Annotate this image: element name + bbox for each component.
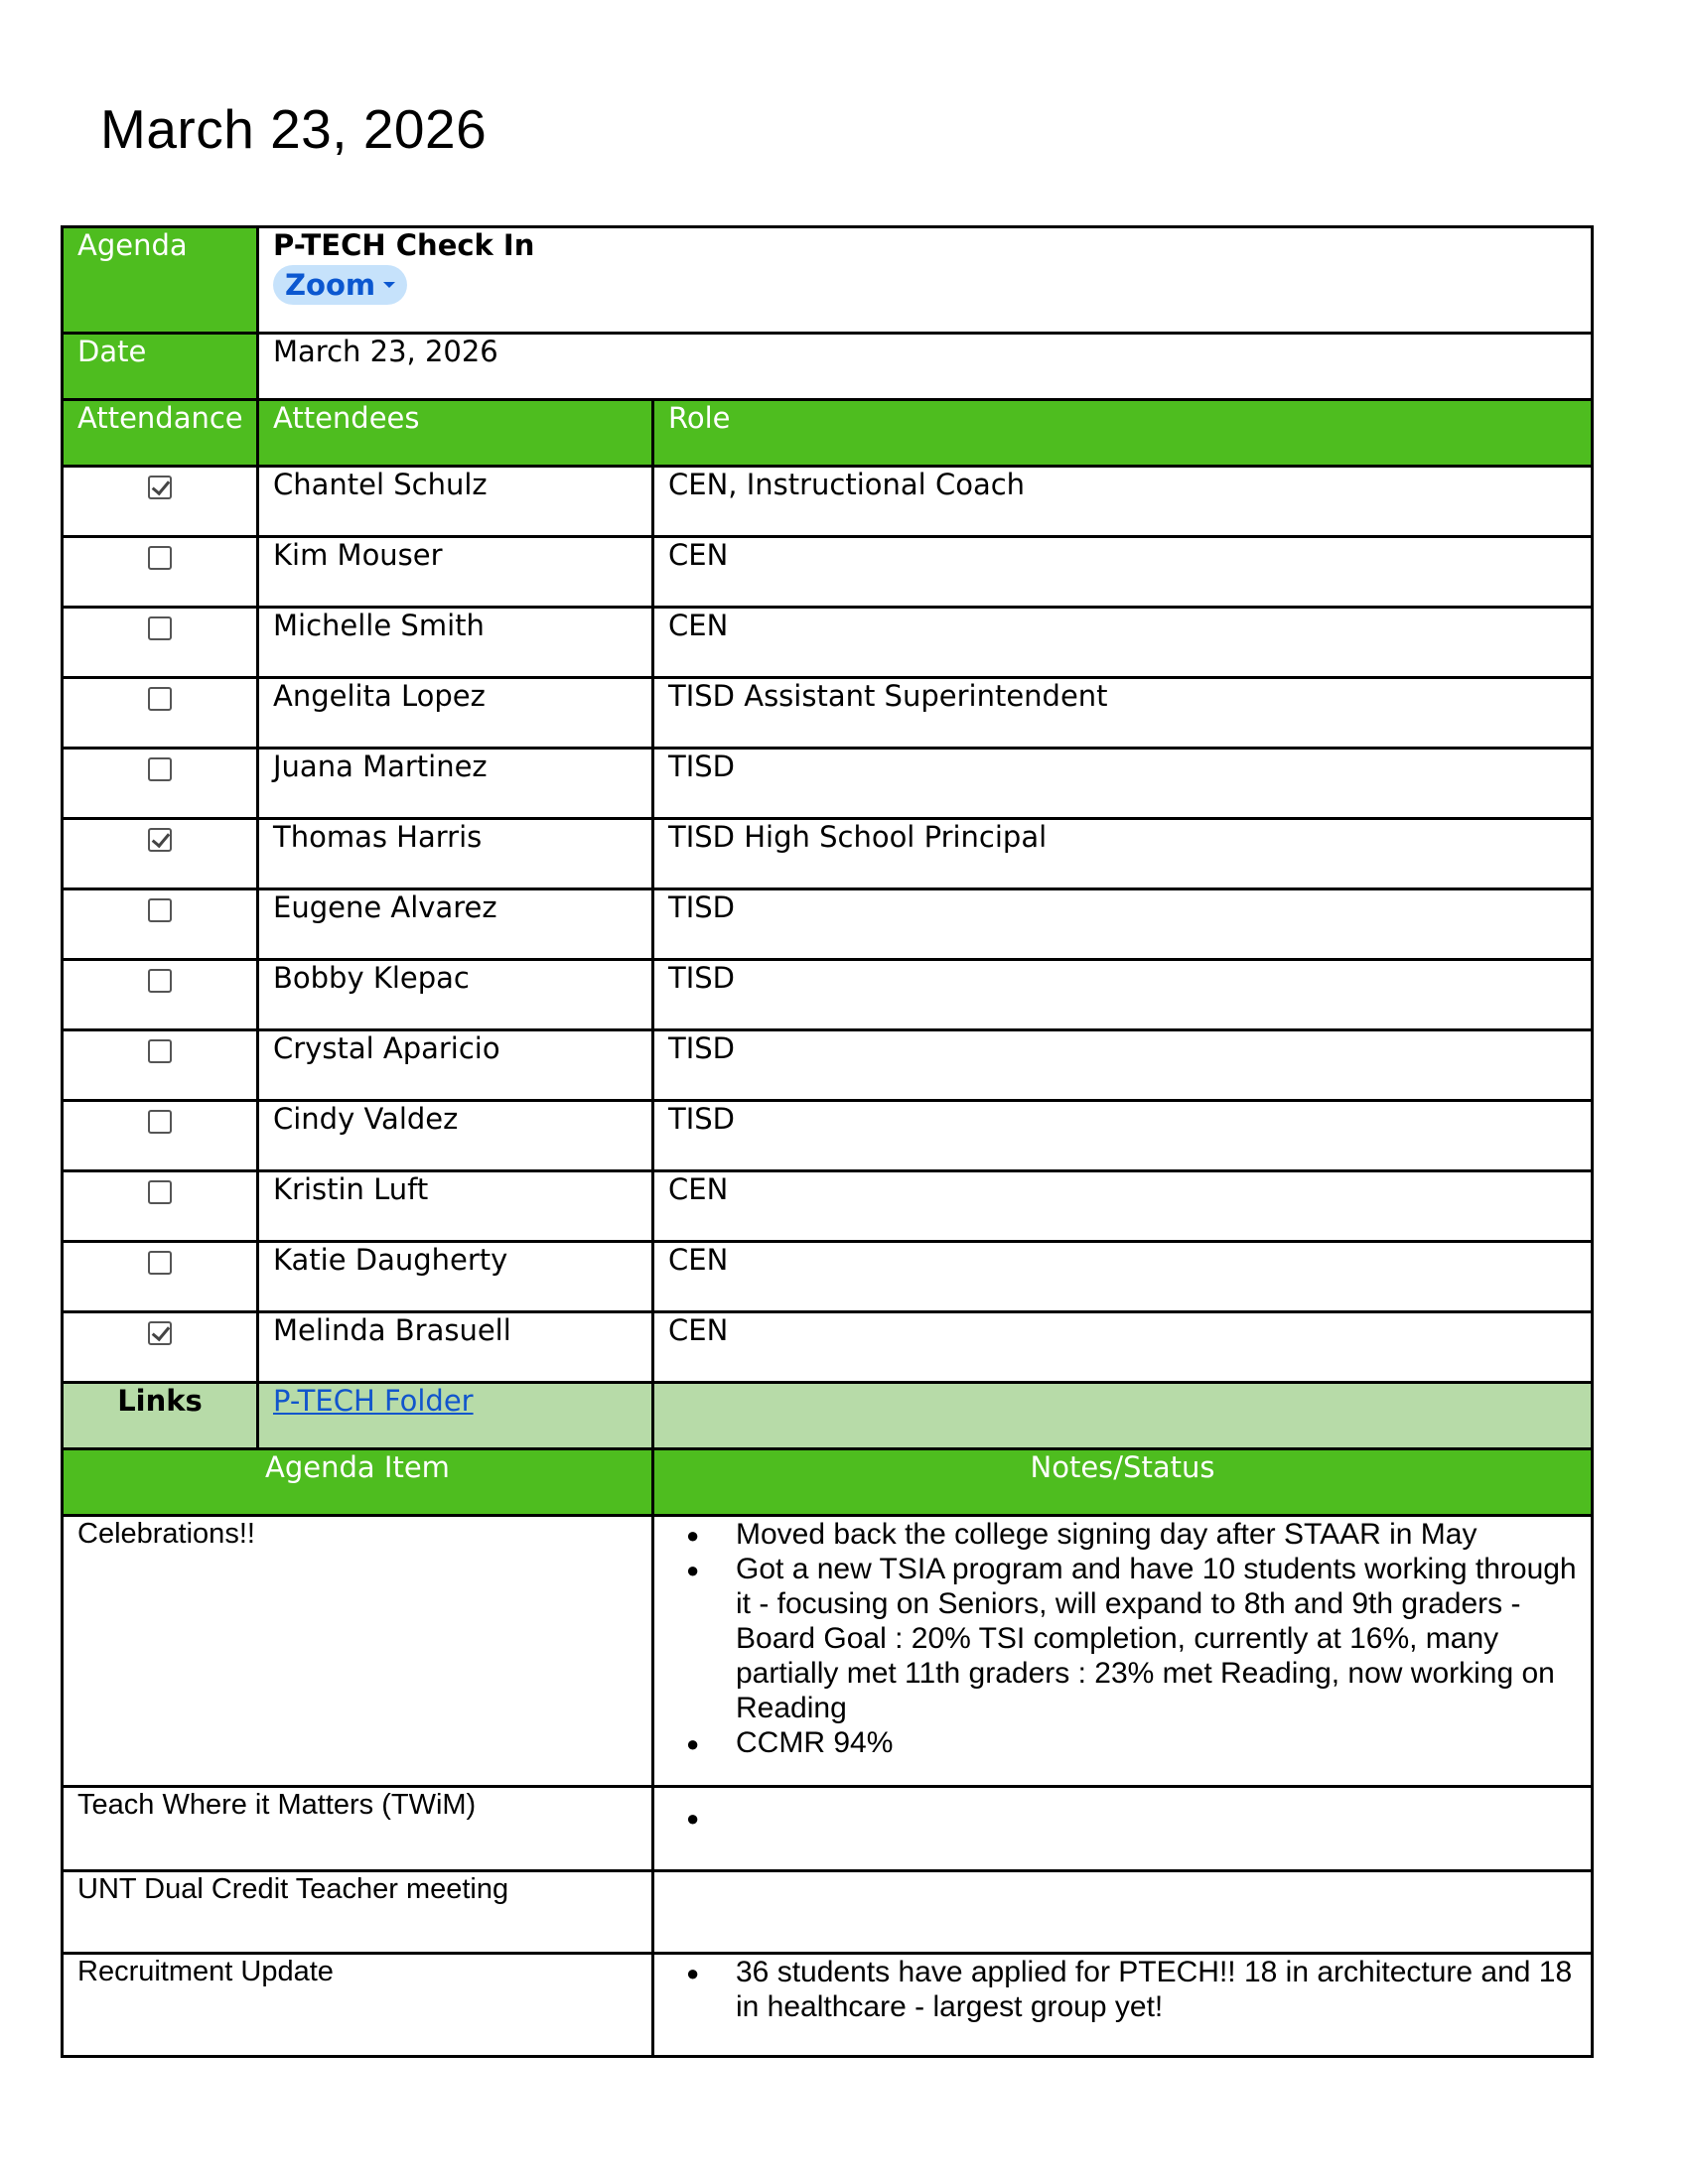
- attendee-name: Michelle Smith: [258, 608, 653, 678]
- links-cell: [258, 1383, 653, 1449]
- role-header: Role: [653, 400, 1593, 467]
- attendee-role: TISD High School Principal: [653, 819, 1593, 889]
- attendee-name: Crystal Aparicio: [258, 1030, 653, 1101]
- attendee-role: TISD: [653, 960, 1593, 1030]
- attendee-row: [63, 749, 1593, 819]
- attendance-checkbox-cell: [63, 1171, 258, 1242]
- attendee-role: CEN, Instructional Coach: [653, 467, 1593, 537]
- date-value: March 23, 2026: [258, 334, 1593, 400]
- attendee-row: [63, 608, 1593, 678]
- attendance-checkbox[interactable]: [148, 687, 172, 711]
- attendance-checkbox-cell: [63, 678, 258, 749]
- attendee-role: TISD Assistant Superintendent: [653, 678, 1593, 749]
- attendee-row: [63, 537, 1593, 608]
- agenda-item-notes: [653, 1871, 1593, 1954]
- attendee-role: TISD: [653, 749, 1593, 819]
- attendee-name: Kristin Luft: [258, 1171, 653, 1242]
- agenda-item-notes: [653, 1516, 1593, 1787]
- attendance-checkbox[interactable]: [148, 1039, 172, 1063]
- attendee-name: Bobby Klepac: [258, 960, 653, 1030]
- agenda-item-row: [63, 1871, 1593, 1954]
- agenda-content: [258, 227, 1593, 334]
- date-label: Date: [63, 334, 258, 400]
- attendee-row: [63, 819, 1593, 889]
- attendance-checkbox-cell: [63, 1101, 258, 1171]
- attendee-name: Melinda Brasuell: [258, 1312, 653, 1383]
- attendee-name: Cindy Valdez: [258, 1101, 653, 1171]
- agenda-item-notes: [653, 1787, 1593, 1871]
- attendee-role: TISD: [653, 1030, 1593, 1101]
- agenda-item-title: Recruitment Update: [63, 1954, 653, 2057]
- attendees-header: Attendees: [258, 400, 653, 467]
- attendee-row: [63, 1171, 1593, 1242]
- attendee-name: Eugene Alvarez: [258, 889, 653, 960]
- attendance-checkbox-cell: [63, 960, 258, 1030]
- attendee-role: CEN: [653, 1312, 1593, 1383]
- attendance-checkbox-cell: [63, 1030, 258, 1101]
- links-label: Links: [63, 1383, 258, 1449]
- attendee-row: [63, 1030, 1593, 1101]
- notes-list: [668, 1955, 1577, 2024]
- zoom-chip-label: Zoom: [285, 267, 376, 302]
- attendee-role: CEN: [653, 537, 1593, 608]
- attendee-row: [63, 1242, 1593, 1312]
- note-item: ● 36 students have applied for PTECH!! 18 in architecture and 18 in healthcare - largest group yet!: [736, 1955, 1577, 2024]
- attendee-row: [63, 960, 1593, 1030]
- attendee-name: Kim Mouser: [258, 537, 653, 608]
- agenda-title: P-TECH Check In: [273, 228, 535, 262]
- zoom-chip[interactable]: [273, 265, 407, 305]
- attendee-name: Chantel Schulz: [258, 467, 653, 537]
- attendance-checkbox-cell: [63, 467, 258, 537]
- agenda-item-row: [63, 1787, 1593, 1871]
- ptech-folder-link[interactable]: P-TECH Folder: [273, 1384, 474, 1418]
- attendance-checkbox[interactable]: [148, 757, 172, 781]
- attendee-row: [63, 889, 1593, 960]
- page-title: March 23, 2026: [100, 98, 488, 160]
- attendance-checkbox-cell: [63, 889, 258, 960]
- attendance-header: Attendance: [63, 400, 258, 467]
- date-row: [63, 334, 1593, 400]
- attendance-checkbox[interactable]: [148, 546, 172, 570]
- attendee-name: Katie Daugherty: [258, 1242, 653, 1312]
- attendance-checkbox-cell: [63, 749, 258, 819]
- links-row: [63, 1383, 1593, 1449]
- attendance-checkbox-cell: [63, 537, 258, 608]
- attendee-role: CEN: [653, 608, 1593, 678]
- attendance-checkbox[interactable]: [148, 476, 172, 499]
- attendee-role: TISD: [653, 1101, 1593, 1171]
- agenda-item-title: UNT Dual Credit Teacher meeting: [63, 1871, 653, 1954]
- attendee-row: [63, 678, 1593, 749]
- agenda-row: [63, 227, 1593, 334]
- notes-list: [668, 1517, 1577, 1760]
- agenda-table: [61, 225, 1594, 2058]
- attendance-checkbox-cell: [63, 1242, 258, 1312]
- attendee-role: CEN: [653, 1242, 1593, 1312]
- attendance-checkbox-cell: [63, 1312, 258, 1383]
- agenda-item-title: Teach Where it Matters (TWiM): [63, 1787, 653, 1871]
- attendance-checkbox-cell: [63, 608, 258, 678]
- agenda-item-notes: [653, 1954, 1593, 2057]
- notes-status-header: Notes/Status: [653, 1449, 1593, 1516]
- attendee-name: Juana Martinez: [258, 749, 653, 819]
- attendance-checkbox[interactable]: [148, 616, 172, 640]
- attendee-row: [63, 467, 1593, 537]
- attendee-name: Thomas Harris: [258, 819, 653, 889]
- agenda-item-row: [63, 1516, 1593, 1787]
- attendance-checkbox[interactable]: [148, 828, 172, 852]
- agenda-label: Agenda: [63, 227, 258, 334]
- note-item: ● CCMR 94%: [736, 1725, 1577, 1760]
- attendee-name: Angelita Lopez: [258, 678, 653, 749]
- agenda-item-title: Celebrations!!: [63, 1516, 653, 1787]
- note-item: ● Got a new TSIA program and have 10 students working through it - focusing on Seniors, will expand to 8th and 9th graders - Board Goal : 20% TSI completion, currently at 16%, many partially met 11th graders : 23% met Reading, now working on Reading: [736, 1552, 1577, 1725]
- note-item: ● Moved back the college signing day after STAAR in May: [736, 1517, 1577, 1552]
- attendance-checkbox[interactable]: [148, 1251, 172, 1275]
- attendance-checkbox[interactable]: [148, 1321, 172, 1345]
- links-empty-cell: [653, 1383, 1593, 1449]
- agenda-item-header: Agenda Item: [63, 1449, 653, 1516]
- attendee-role: CEN: [653, 1171, 1593, 1242]
- attendance-checkbox[interactable]: [148, 898, 172, 922]
- attendance-checkbox-cell: [63, 819, 258, 889]
- attendance-checkbox[interactable]: [148, 1180, 172, 1204]
- attendee-row: [63, 1312, 1593, 1383]
- attendance-header-row: [63, 400, 1593, 467]
- attendee-role: TISD: [653, 889, 1593, 960]
- agenda-item-row: [63, 1954, 1593, 2057]
- attendance-checkbox[interactable]: [148, 969, 172, 993]
- chevron-down-icon: [383, 282, 395, 288]
- attendance-checkbox[interactable]: [148, 1110, 172, 1134]
- attendee-row: [63, 1101, 1593, 1171]
- items-header-row: [63, 1449, 1593, 1516]
